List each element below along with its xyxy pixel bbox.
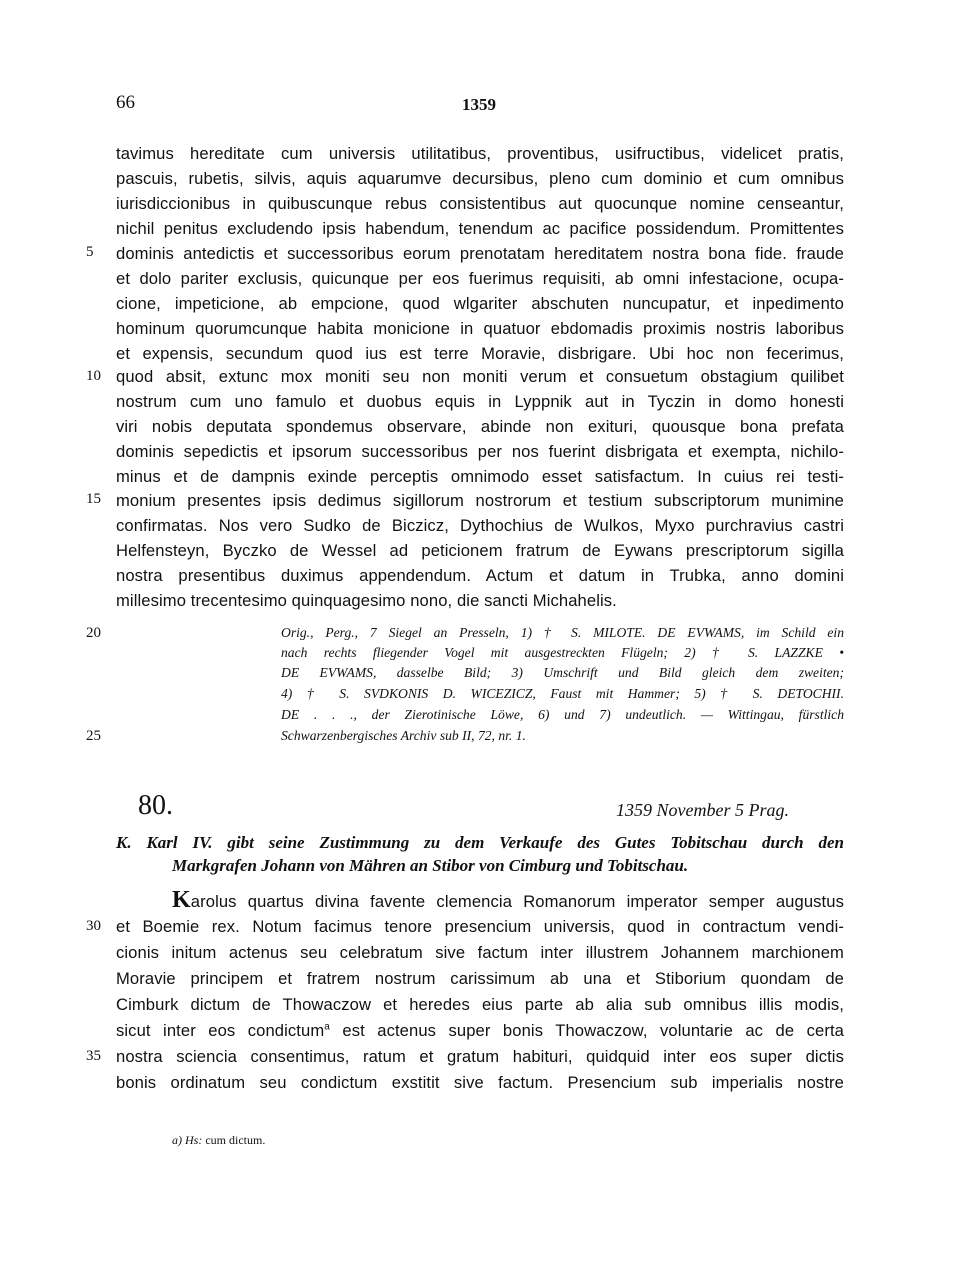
document-date: 1359 November 5 Prag. [616, 800, 789, 820]
text-line: monium presentes ipsis dedimus sigillorum nostrorum et testium subscriptorum munimine [116, 491, 844, 510]
line-number: 20 [86, 625, 101, 641]
text-line: dominis sepedictis et ipsorum successoribus per nos fuerint disbrigata et exempta, nichilo- [116, 442, 844, 461]
text-line: et Boemie rex. Notum facimus tenore presencium universis, quod in contractum vendi- [116, 917, 844, 936]
text-line [116, 1020, 844, 1042]
text-line: et dolo pariter exclusis, quicunque per eos fuerimus requisiti, ab omni infestacione, ocupa- [116, 269, 844, 288]
line-number: 35 [86, 1048, 101, 1064]
note-line: DE . . ., der Zierotinische Löwe, 6) und 7) undeutlich. — Wittingau, fürstlich [281, 707, 844, 722]
text-line: hominum quorumcunque habita monicione in quatuor ebdomadis proximis nostris laboribus [116, 319, 844, 338]
initial-letter: K [172, 887, 191, 913]
note-line: DE EVWAMS, dasselbe Bild; 3) Umschrift und Bild gleich dem zweiten; [281, 665, 844, 680]
text-line: tavimus hereditate cum universis utilitatibus, proventibus, usifructibus, videlicet pratis, [116, 144, 844, 163]
text-line: cionis initum actenus seu celebratum sive factum inter illustrem Johannem marchionem [116, 943, 844, 962]
text-fragment: est actenus super bonis Thowaczow, voluntarie ac de certa [329, 1021, 844, 1040]
text-line: nostra sciencia consentimus, ratum et gratum habituri, quidquid inter eos super dictis [116, 1047, 844, 1066]
text-line: nostrum cum uno famulo et duobus equis in Lyppnik aut in Tyczin in domo honesti [116, 392, 844, 411]
text-line: pascuis, rubetis, silvis, aquis aquarumve decursibus, pleno cum dominio et cum omnibus [116, 169, 844, 188]
line-number: 5 [86, 244, 94, 260]
note-line: Orig., Perg., 7 Siegel an Presseln, 1) † S. MILOTE. DE EVWAMS, im Schild ein [281, 625, 844, 640]
note-line: nach rechts fliegender Vogel mit ausgestreckten Flügeln; 2) † S. LAZZKE • [281, 645, 844, 660]
footnote [172, 1133, 265, 1148]
line-number: 25 [86, 728, 101, 744]
regest-line: K. Karl IV. gibt seine Zustimmung zu dem Verkaufe des Gutes Tobitschau durch den [116, 833, 844, 852]
footnote-mark: a [324, 1021, 330, 1033]
text-line: dominis antedictis et successoribus eorum prenotatam hereditatem nostra bona fide. fraude [116, 244, 844, 263]
line-number: 15 [86, 491, 101, 507]
text-line: quod absit, extunc mox moniti seu non moniti verum et consuetum obstagium quilibet [116, 367, 844, 386]
footnote-source: Hs: [185, 1133, 203, 1147]
text-line [172, 889, 844, 913]
text-line: viri nobis deputata spondemus observare, abinde non exituri, quousque bona prefata [116, 417, 844, 436]
note-line: 4) † S. SVDKONIS D. WICEZICZ, Faust mit Hammer; 5) † S. DETOCHII. [281, 686, 844, 701]
text-fragment: arolus quartus divina favente clemencia Romanorum imperator semper augustus [190, 892, 844, 911]
line-number: 30 [86, 918, 101, 934]
running-year: 1359 [462, 95, 496, 114]
text-line: nichil penitus excludendo ipsis habendum, tenendum ac pacifice possidendum. Promittentes [116, 219, 844, 238]
text-line: bonis ordinatum seu condictum exstitit sive factum. Presencium sub imperialis nostre [116, 1073, 844, 1092]
line-number: 10 [86, 368, 101, 384]
footnote-mark: a) [172, 1133, 182, 1147]
text-line: confirmatas. Nos vero Sudko de Biczicz, Dythochius de Wulkos, Myxo purchravius castri [116, 516, 844, 535]
text-line: minus et de dampnis exinde perceptis omnimodo esset satisfactum. In cuius rei testi- [116, 467, 844, 486]
text-line: Cimburk dictum de Thowaczow et heredes eius parte ab alia sub omnibus illis modis, [116, 995, 844, 1014]
text-line: nostra presentibus duximus appendendum. Actum et datum in Trubka, anno domini [116, 566, 844, 585]
note-line: Schwarzenbergisches Archiv sub II, 72, nr. 1. [281, 728, 526, 743]
text-line: Helfensteyn, Byczko de Wessel ad peticionem fratrum de Eywans prescriptorum sigilla [116, 541, 844, 560]
page-number: 66 [116, 92, 135, 113]
regest-line: Markgrafen Johann von Mähren an Stibor von Cimburg und Tobitschau. [172, 856, 689, 875]
text-line: Moravie principem et fratrem nostrum carissimum ab una et Stiborium quondam de [116, 969, 844, 988]
text-line: et expensis, secundum quod ius est terre Moravie, disbrigare. Ubi hoc non fecerimus, [116, 344, 844, 363]
footnote-text: cum dictum. [205, 1133, 266, 1147]
text-line: iurisdiccionibus in quibuscunque rebus consistentibus aut quocunque nomine censeantur, [116, 194, 844, 213]
document-number: 80. [138, 790, 173, 821]
text-fragment: sicut inter eos condictum [116, 1021, 325, 1040]
text-line: cione, impeticione, ab empcione, quod wlgariter abschuten nuncupatur, et inpedimento [116, 294, 844, 313]
text-line: millesimo trecentesimo quinquagesimo nono, die sancti Michahelis. [116, 591, 617, 610]
